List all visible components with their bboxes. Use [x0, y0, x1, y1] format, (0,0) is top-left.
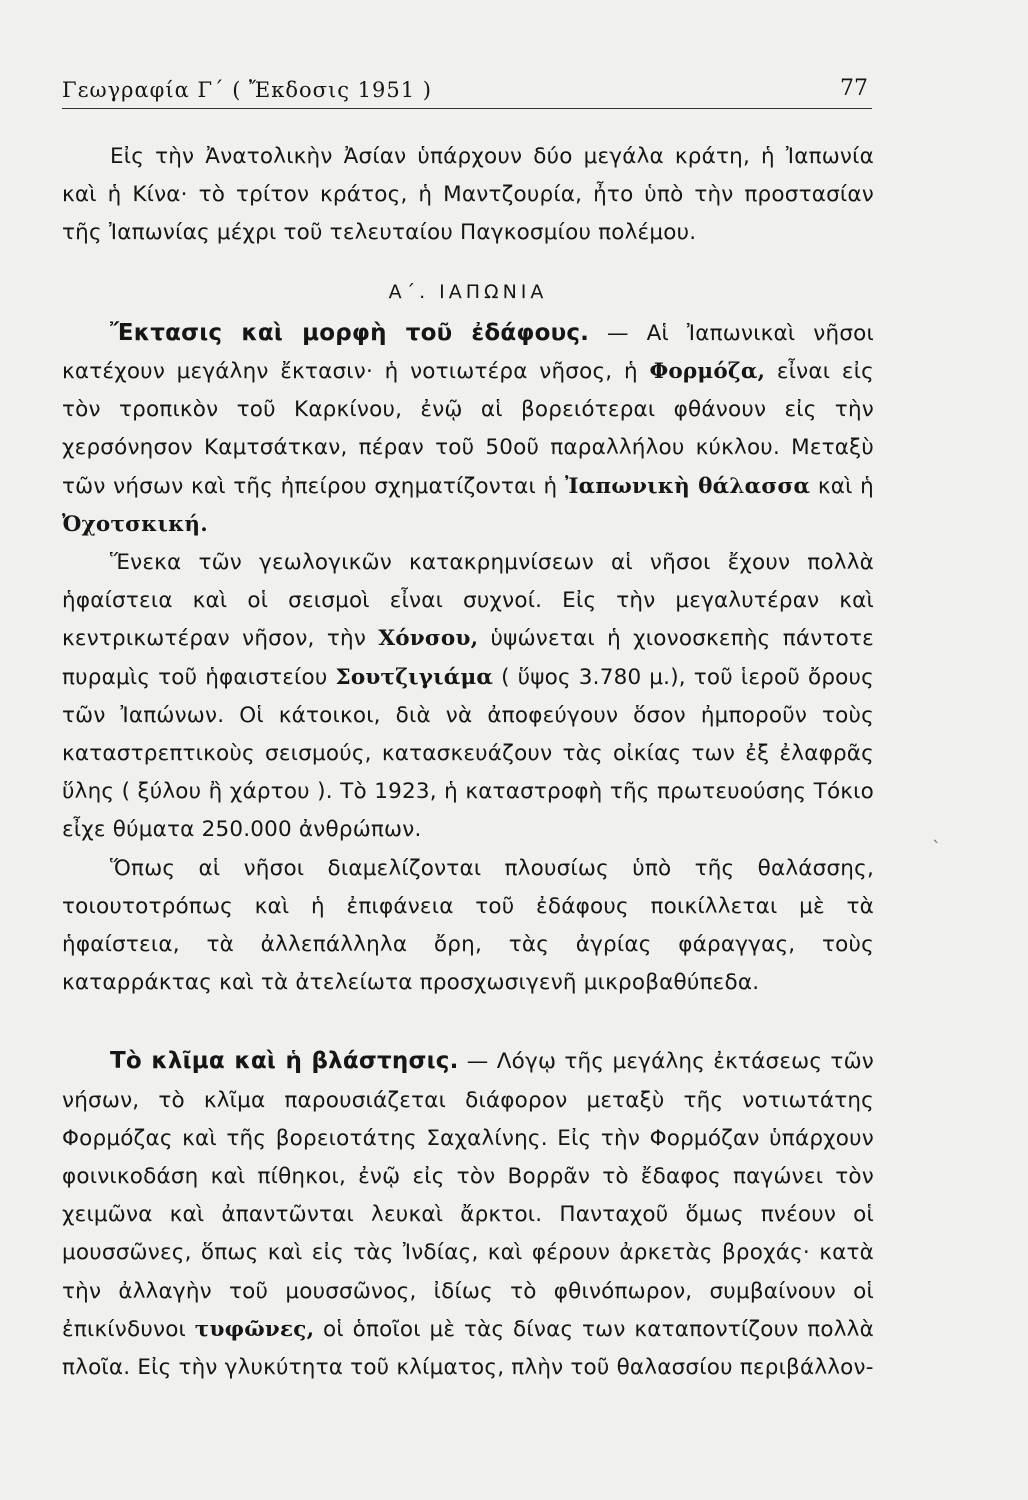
- margin-mark: ˋ: [932, 838, 941, 859]
- intro-paragraph: Εἰς τὴν Ἀνατολικὴν Ἀσίαν ὑπάρχουν δύο μεγάλα κράτη, ἡ Ἰαπωνία καὶ ἡ Κίνα· τὸ τρίτον κράτος, ἡ Μαντζουρία, ἦτο ὑπὸ τὴν προστασίαν τῆς Ἰαπωνίας μέχρι τοῦ τελευταίου Παγκοσμίου πολέμου.: [62, 144, 874, 246]
- paragraph-gap: [62, 1002, 874, 1042]
- formosa-term: Φορμόζα,: [649, 359, 766, 385]
- area-text-3: καὶ ἡ: [817, 473, 874, 499]
- climate-text-1: — Λόγῳ τῆς μεγάλης ἐκτάσεως τῶν νήσων, τὸ κλῖμα παρουσιάζεται διάφορον μεταξὺ τῆς νοτιωτάτης Φορμόζας καὶ τῆς βορειοτάτης Σαχαλίνης. Εἰς τὴν Φορμόζαν ὑπάρχουν φοινικοδάση καὶ πίθηκοι, ἐνῷ εἰς τὸν Βορρᾶν τὸ ἔδαφος παγώνει τὸν χειμῶνα καὶ ἀπαντῶνται λευκαὶ ἄρκτοι. Πανταχοῦ ὅμως πνέουν οἱ μουσσῶνες, ὅπως καὶ εἰς τὰς Ἰνδίας, καὶ φέρουν ἀρκετὰς βροχάς· κατὰ τὴν ἀλλαγὴν τοῦ μουσσῶνος, ἰδίως τὸ φθινόπωρον, συμβαίνουν οἱ ἐπικίνδυνοι: [62, 1049, 874, 1342]
- climate-heading: Τὸ κλῖμα καὶ ἡ βλάστησις.: [110, 1048, 459, 1075]
- typhoons-term: τυφῶνες,: [194, 1316, 315, 1342]
- page-number: 77: [840, 76, 868, 101]
- volcanoes-text-1: Ἕνεκα τῶν γεωλογικῶν κατακρημνίσεων αἱ νῆσοι ἔχουν πολλὰ ἡφαίστεια καὶ οἱ σεισμοὶ εἶναι συχνοί. Εἰς τὴν μεγαλυτέραν καὶ κεντρικωτέραν νῆσον, τὴν: [62, 550, 874, 652]
- fujiyama-term: Σουτζιγιάμα: [335, 664, 494, 690]
- header-title: Γεωγραφία Γ΄ ( Ἔκδοσις 1951 ): [62, 78, 432, 102]
- okhotsk-term: Ὀχοτσκική.: [62, 511, 208, 537]
- climate-text-2: οἱ ὁποῖοι μὲ τὰς δίνας των καταποντίζουν πολλὰ πλοῖα. Εἰς τὴν γλυκύτητα τοῦ κλίματος, πλὴν τοῦ θαλασσίου περιβάλλον-: [62, 1316, 874, 1381]
- climate-paragraph: [62, 1042, 874, 1387]
- area-text-1: — Αἱ Ἰαπωνικαὶ νῆσοι κατέχουν μεγάλην ἔκτασιν· ἡ νοτιωτέρα νῆσος, ἡ: [62, 320, 874, 385]
- area-paragraph: [62, 314, 874, 544]
- volcanoes-text-3: ( ὕψος 3.780 μ.), τοῦ ἱεροῦ ὄρους τῶν Ἰαπώνων. Οἱ κάτοικοι, διὰ νὰ ἀποφεύγουν ὅσον ἠμποροῦν τοὺς καταστρεπτικοὺς σεισμούς, κατασκευάζουν τὰς οἰκίας των ἐξ ἐλαφρᾶς ὕλης ( ξύλου ἢ χάρτου ). Τὸ 1923, ἡ καταστροφὴ τῆς πρωτευούσης Τόκιο εἶχε θύματα 250.000 ἀνθρώπων.: [62, 664, 874, 843]
- area-heading: Ἔκτασις καὶ μορφὴ τοῦ ἐδάφους.: [110, 319, 590, 346]
- relief-paragraph: Ὅπως αἱ νῆσοι διαμελίζονται πλουσίως ὑπὸ τῆς θαλάσσης, τοιουτοτρόπως καὶ ἡ ἐπιφάνεια τοῦ ἐδάφους ποικίλλεται μὲ τὰ ἡφαίστεια, τὰ ἀλλεπάλληλα ὄρη, τὰς ἀγρίας φάραγγας, τοὺς καταρράκτας καὶ τὰ ἀτελείωτα προσχωσιγενῆ μικροβαθύπεδα.: [62, 855, 874, 996]
- volcanoes-paragraph: [62, 544, 874, 850]
- main-text: [62, 138, 874, 1387]
- running-header: [62, 78, 872, 109]
- volcanoes-text-2: ὑψώνεται ἡ χιονοσκεπὴς πάντοτε πυραμὶς τοῦ ἡφαιστείου: [62, 626, 874, 690]
- area-text-2: εἶναι εἰς τὸν τροπικὸν τοῦ Καρκίνου, ἐνῷ αἱ βορειότεραι φθάνουν εἰς τὴν χερσόνησον Καμτσάτκαν, πέραν τοῦ 50οῦ παραλλήλου κύκλου. Μεταξὺ τῶν νήσων καὶ τῆς ἠπείρου σχηματίζονται ἡ: [62, 359, 874, 499]
- honshu-term: Χόνσου,: [378, 626, 479, 652]
- japan-sea-term: Ἰαπωνικὴ θάλασσα: [564, 473, 811, 499]
- section-title: Α΄. ΙΑΠΩΝΙΑ: [388, 280, 548, 303]
